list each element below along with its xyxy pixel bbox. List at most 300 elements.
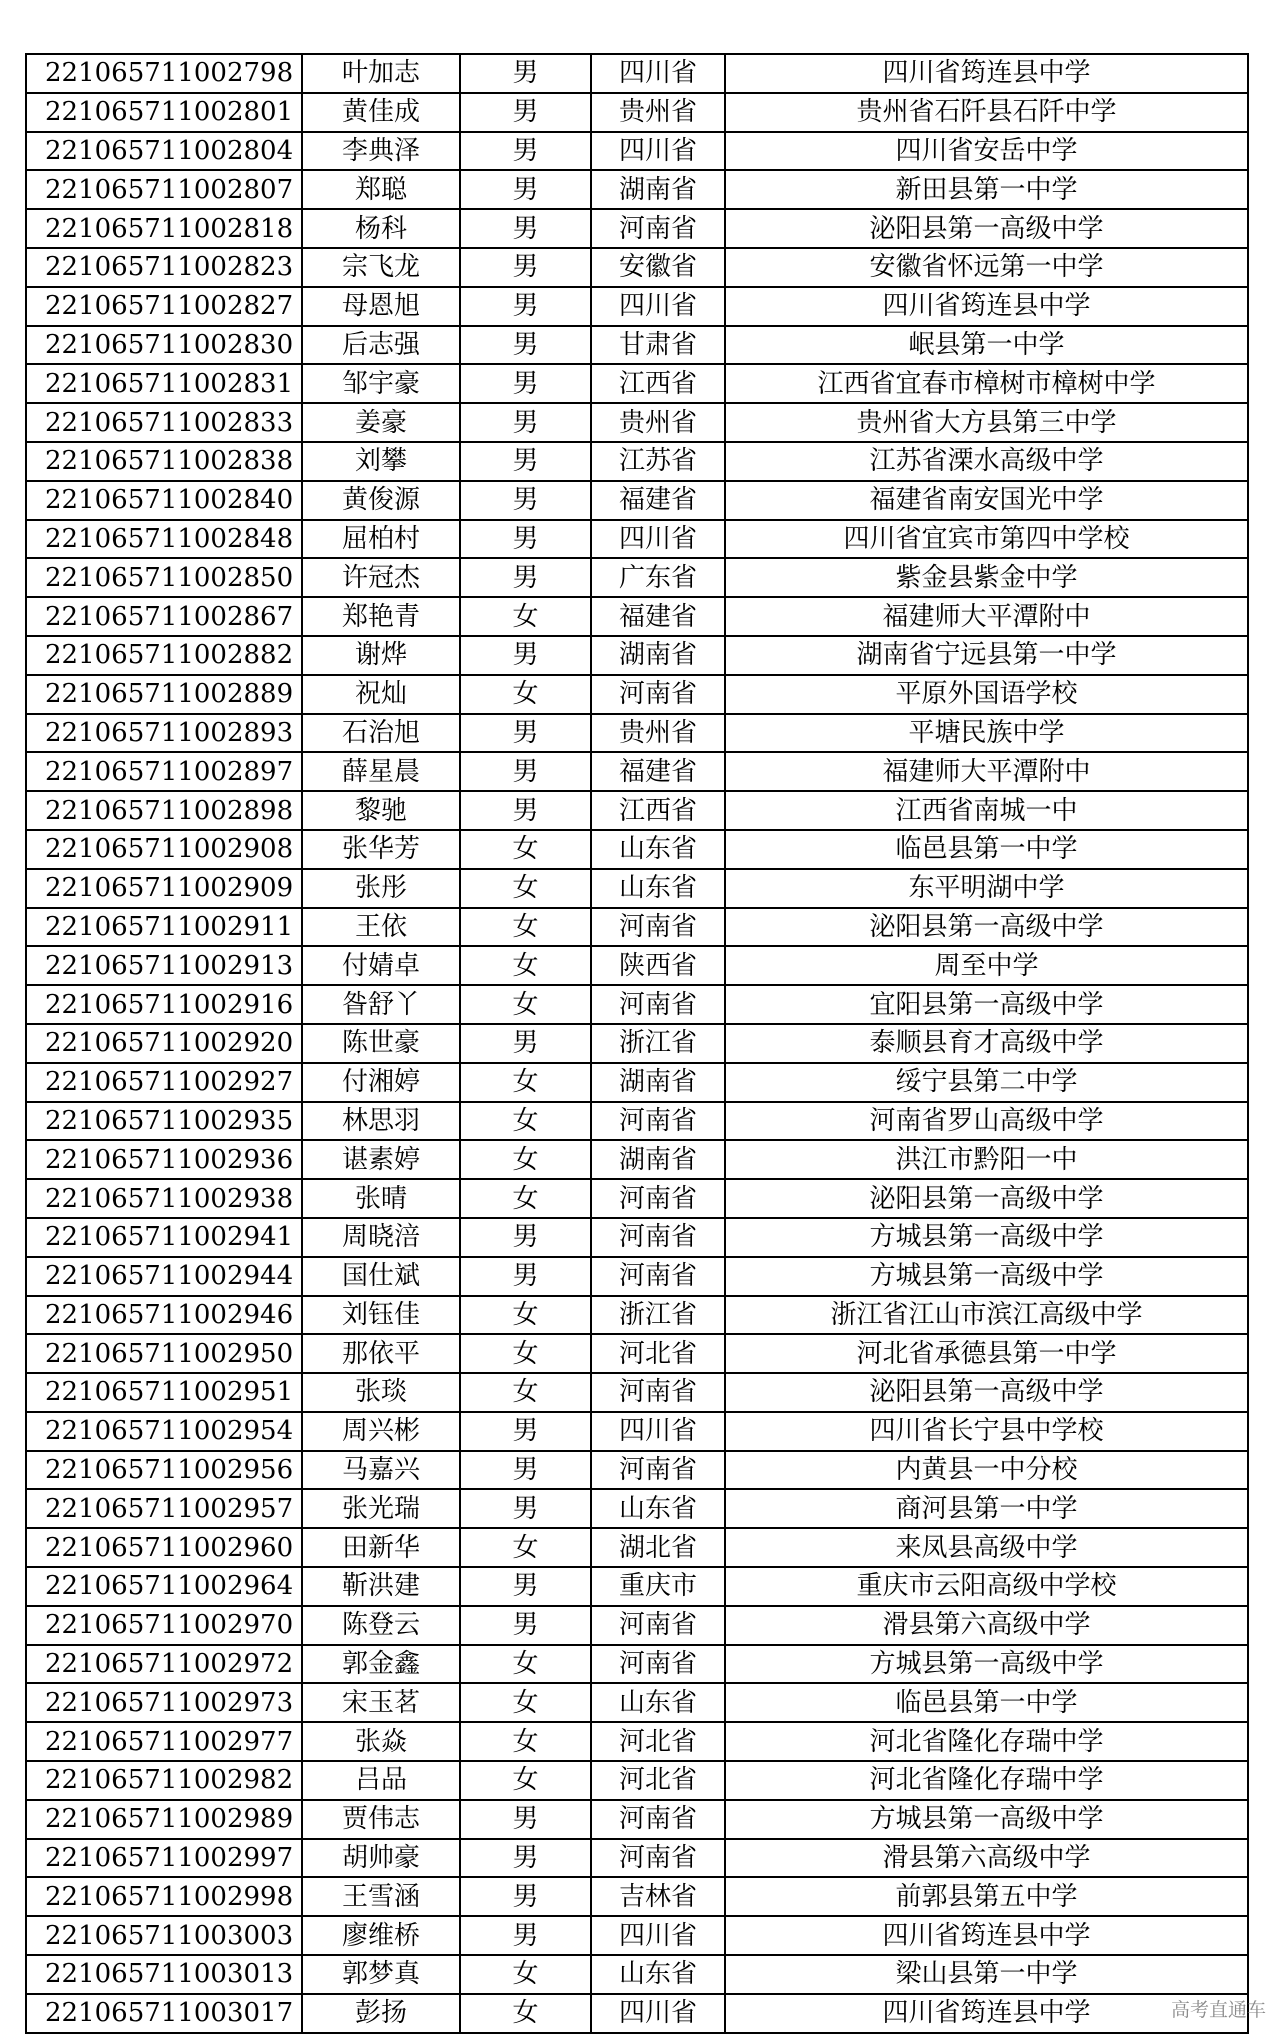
school-cell: 四川省筠连县中学 [725,1994,1248,2033]
gender-cell: 女 [460,1334,591,1373]
gender-cell: 男 [460,93,591,132]
gender-cell: 女 [460,830,591,869]
candidate-id-cell: 221065711002897 [26,752,302,791]
school-cell: 江西省南城一中 [725,791,1248,830]
candidate-id-cell: 221065711002927 [26,1063,302,1102]
gender-cell: 男 [460,1218,591,1257]
province-cell: 四川省 [591,1916,725,1955]
school-cell: 岷县第一中学 [725,326,1248,365]
table-row [26,636,1248,675]
province-cell: 江苏省 [591,442,725,481]
candidate-id-cell: 221065711002954 [26,1412,302,1451]
candidate-id-cell: 221065711002998 [26,1877,302,1916]
table-row [26,287,1248,326]
student-name-cell: 后志强 [302,326,460,365]
candidate-id-cell: 221065711002916 [26,985,302,1024]
gender-cell: 男 [460,1877,591,1916]
table-row [26,1296,1248,1335]
table-row [26,132,1248,171]
candidate-id-cell: 221065711002818 [26,209,302,248]
roster-body [26,54,1248,2033]
table-row [26,1334,1248,1373]
province-cell: 山东省 [591,1683,725,1722]
candidate-id-cell: 221065711002973 [26,1683,302,1722]
table-row [26,830,1248,869]
school-cell: 河北省隆化存瑞中学 [725,1761,1248,1800]
gender-cell: 男 [460,403,591,442]
school-cell: 方城县第一高级中学 [725,1257,1248,1296]
school-cell: 江西省宜春市樟树市樟树中学 [725,364,1248,403]
student-name-cell: 吕品 [302,1761,460,1800]
school-cell: 四川省长宁县中学校 [725,1412,1248,1451]
student-name-cell: 许冠杰 [302,558,460,597]
candidate-id-cell: 221065711002831 [26,364,302,403]
table-row [26,1800,1248,1839]
table-row [26,481,1248,520]
gender-cell: 女 [460,1373,591,1412]
gender-cell: 男 [460,1839,591,1878]
school-cell: 来凤县高级中学 [725,1528,1248,1567]
gender-cell: 男 [460,1489,591,1528]
province-cell: 吉林省 [591,1877,725,1916]
candidate-id-cell: 221065711002909 [26,869,302,908]
gender-cell: 女 [460,1645,591,1684]
table-row [26,1257,1248,1296]
student-name-cell: 刘钰佳 [302,1296,460,1335]
student-name-cell: 张光瑞 [302,1489,460,1528]
student-name-cell: 祝灿 [302,675,460,714]
table-row [26,248,1248,287]
gender-cell: 男 [460,1024,591,1063]
school-cell: 洪江市黔阳一中 [725,1140,1248,1179]
table-row [26,1024,1248,1063]
candidate-id-cell: 221065711002838 [26,442,302,481]
gender-cell: 女 [460,1955,591,1994]
table-row [26,1063,1248,1102]
school-cell: 东平明湖中学 [725,869,1248,908]
candidate-id-cell: 221065711002848 [26,520,302,559]
candidate-id-cell: 221065711002827 [26,287,302,326]
table-row [26,946,1248,985]
gender-cell: 女 [460,1296,591,1335]
candidate-id-cell: 221065711003017 [26,1994,302,2033]
student-name-cell: 刘攀 [302,442,460,481]
province-cell: 山东省 [591,869,725,908]
table-row [26,54,1248,93]
candidate-id-cell: 221065711002956 [26,1451,302,1490]
gender-cell: 男 [460,481,591,520]
province-cell: 贵州省 [591,403,725,442]
gender-cell: 男 [460,1257,591,1296]
province-cell: 河南省 [591,985,725,1024]
gender-cell: 女 [460,1722,591,1761]
school-cell: 滑县第六高级中学 [725,1839,1248,1878]
gender-cell: 女 [460,1683,591,1722]
school-cell: 平塘民族中学 [725,714,1248,753]
table-row [26,1451,1248,1490]
school-cell: 江苏省溧水高级中学 [725,442,1248,481]
gender-cell: 女 [460,1994,591,2033]
student-name-cell: 胡帅豪 [302,1839,460,1878]
school-cell: 河北省承德县第一中学 [725,1334,1248,1373]
province-cell: 广东省 [591,558,725,597]
gender-cell: 男 [460,248,591,287]
candidate-id-cell: 221065711002850 [26,558,302,597]
candidate-id-cell: 221065711002804 [26,132,302,171]
student-name-cell: 黄佳成 [302,93,460,132]
table-row [26,442,1248,481]
student-name-cell: 黄俊源 [302,481,460,520]
province-cell: 福建省 [591,752,725,791]
table-row [26,1645,1248,1684]
gender-cell: 女 [460,985,591,1024]
candidate-id-cell: 221065711002911 [26,908,302,947]
student-name-cell: 张晴 [302,1179,460,1218]
student-name-cell: 国仕斌 [302,1257,460,1296]
province-cell: 福建省 [591,481,725,520]
candidate-id-cell: 221065711002882 [26,636,302,675]
gender-cell: 男 [460,54,591,93]
student-name-cell: 张焱 [302,1722,460,1761]
school-cell: 方城县第一高级中学 [725,1800,1248,1839]
gender-cell: 男 [460,1916,591,1955]
student-name-cell: 林思羽 [302,1102,460,1141]
province-cell: 山东省 [591,830,725,869]
table-row [26,908,1248,947]
candidate-id-cell: 221065711002889 [26,675,302,714]
school-cell: 平原外国语学校 [725,675,1248,714]
table-row [26,558,1248,597]
gender-cell: 女 [460,675,591,714]
student-name-cell: 付湘婷 [302,1063,460,1102]
province-cell: 河南省 [591,1179,725,1218]
school-cell: 福建师大平潭附中 [725,597,1248,636]
student-name-cell: 郭梦真 [302,1955,460,1994]
school-cell: 梁山县第一中学 [725,1955,1248,1994]
school-cell: 临邑县第一中学 [725,830,1248,869]
school-cell: 河北省隆化存瑞中学 [725,1722,1248,1761]
gender-cell: 男 [460,714,591,753]
student-name-cell: 昝舒丫 [302,985,460,1024]
candidate-id-cell: 221065711002920 [26,1024,302,1063]
gender-cell: 男 [460,132,591,171]
candidate-id-cell: 221065711002908 [26,830,302,869]
province-cell: 河南省 [591,209,725,248]
student-name-cell: 周晓涪 [302,1218,460,1257]
province-cell: 四川省 [591,1994,725,2033]
student-name-cell: 那依平 [302,1334,460,1373]
gender-cell: 女 [460,946,591,985]
table-row [26,1916,1248,1955]
gender-cell: 男 [460,326,591,365]
province-cell: 河北省 [591,1722,725,1761]
school-cell: 泌阳县第一高级中学 [725,908,1248,947]
gender-cell: 女 [460,1140,591,1179]
table-row [26,791,1248,830]
province-cell: 河南省 [591,908,725,947]
student-name-cell: 陈登云 [302,1606,460,1645]
gender-cell: 女 [460,1528,591,1567]
table-row [26,1489,1248,1528]
candidate-id-cell: 221065711002944 [26,1257,302,1296]
table-row [26,1412,1248,1451]
school-cell: 四川省宜宾市第四中学校 [725,520,1248,559]
school-cell: 四川省筠连县中学 [725,1916,1248,1955]
table-row [26,1955,1248,1994]
province-cell: 四川省 [591,1412,725,1451]
candidate-id-cell: 221065711002970 [26,1606,302,1645]
candidate-id-cell: 221065711002950 [26,1334,302,1373]
table-row [26,1102,1248,1141]
school-cell: 泌阳县第一高级中学 [725,1373,1248,1412]
school-cell: 贵州省大方县第三中学 [725,403,1248,442]
gender-cell: 男 [460,1800,591,1839]
student-name-cell: 彭扬 [302,1994,460,2033]
table-row [26,1761,1248,1800]
student-name-cell: 张彤 [302,869,460,908]
student-name-cell: 陈世豪 [302,1024,460,1063]
student-name-cell: 邹宇豪 [302,364,460,403]
province-cell: 河南省 [591,1645,725,1684]
candidate-id-cell: 221065711002913 [26,946,302,985]
province-cell: 湖北省 [591,1528,725,1567]
gender-cell: 男 [460,442,591,481]
student-name-cell: 马嘉兴 [302,1451,460,1490]
school-cell: 滑县第六高级中学 [725,1606,1248,1645]
candidate-id-cell: 221065711002972 [26,1645,302,1684]
province-cell: 河北省 [591,1334,725,1373]
table-row [26,1994,1248,2033]
school-cell: 四川省筠连县中学 [725,287,1248,326]
student-name-cell: 叶加志 [302,54,460,93]
gender-cell: 男 [460,364,591,403]
province-cell: 江西省 [591,791,725,830]
school-cell: 河南省罗山高级中学 [725,1102,1248,1141]
table-row [26,675,1248,714]
province-cell: 四川省 [591,132,725,171]
gender-cell: 男 [460,1606,591,1645]
province-cell: 河南省 [591,1451,725,1490]
table-row [26,985,1248,1024]
student-name-cell: 宋玉茗 [302,1683,460,1722]
province-cell: 四川省 [591,520,725,559]
candidate-id-cell: 221065711002938 [26,1179,302,1218]
candidate-id-cell: 221065711002941 [26,1218,302,1257]
watermark-text: 高考直通车 [1170,1999,1266,2021]
province-cell: 福建省 [591,597,725,636]
province-cell: 河南省 [591,1373,725,1412]
province-cell: 贵州省 [591,93,725,132]
table-row [26,1218,1248,1257]
student-name-cell: 王雪涵 [302,1877,460,1916]
province-cell: 安徽省 [591,248,725,287]
table-row [26,1528,1248,1567]
table-row [26,714,1248,753]
table-row [26,1839,1248,1878]
candidate-id-cell: 221065711002830 [26,326,302,365]
roster-sheet [25,53,1247,2034]
province-cell: 四川省 [591,54,725,93]
gender-cell: 男 [460,209,591,248]
candidate-id-cell: 221065711002801 [26,93,302,132]
candidate-id-cell: 221065711003003 [26,1916,302,1955]
student-name-cell: 张琰 [302,1373,460,1412]
table-row [26,1606,1248,1645]
gender-cell: 女 [460,908,591,947]
province-cell: 湖南省 [591,1063,725,1102]
school-cell: 临邑县第一中学 [725,1683,1248,1722]
school-cell: 湖南省宁远县第一中学 [725,636,1248,675]
student-name-cell: 贾伟志 [302,1800,460,1839]
table-row [26,1140,1248,1179]
gender-cell: 女 [460,869,591,908]
gender-cell: 女 [460,1179,591,1218]
school-cell: 周至中学 [725,946,1248,985]
province-cell: 浙江省 [591,1024,725,1063]
province-cell: 湖南省 [591,636,725,675]
student-name-cell: 付婧卓 [302,946,460,985]
student-name-cell: 母恩旭 [302,287,460,326]
table-row [26,403,1248,442]
province-cell: 重庆市 [591,1567,725,1606]
school-cell: 商河县第一中学 [725,1489,1248,1528]
table-row [26,752,1248,791]
gender-cell: 女 [460,1761,591,1800]
table-row [26,1567,1248,1606]
gender-cell: 男 [460,520,591,559]
candidate-id-cell: 221065711002989 [26,1800,302,1839]
school-cell: 泌阳县第一高级中学 [725,1179,1248,1218]
student-name-cell: 王依 [302,908,460,947]
table-row [26,170,1248,209]
candidate-id-cell: 221065711002964 [26,1567,302,1606]
candidate-id-cell: 221065711002898 [26,791,302,830]
candidate-id-cell: 221065711002946 [26,1296,302,1335]
candidate-id-cell: 221065711002893 [26,714,302,753]
school-cell: 泌阳县第一高级中学 [725,209,1248,248]
student-name-cell: 薛星晨 [302,752,460,791]
province-cell: 贵州省 [591,714,725,753]
school-cell: 浙江省江山市滨江高级中学 [725,1296,1248,1335]
province-cell: 河南省 [591,1839,725,1878]
candidate-id-cell: 221065711002977 [26,1722,302,1761]
candidate-id-cell: 221065711002960 [26,1528,302,1567]
province-cell: 陕西省 [591,946,725,985]
province-cell: 湖南省 [591,170,725,209]
province-cell: 浙江省 [591,1296,725,1335]
table-row [26,1683,1248,1722]
school-cell: 内黄县一中分校 [725,1451,1248,1490]
table-row [26,364,1248,403]
school-cell: 方城县第一高级中学 [725,1645,1248,1684]
province-cell: 湖南省 [591,1140,725,1179]
gender-cell: 男 [460,791,591,830]
table-row [26,869,1248,908]
table-row [26,1722,1248,1761]
school-cell: 宜阳县第一高级中学 [725,985,1248,1024]
student-name-cell: 李典泽 [302,132,460,171]
candidate-id-cell: 221065711002798 [26,54,302,93]
candidate-id-cell: 221065711002867 [26,597,302,636]
table-row [26,326,1248,365]
gender-cell: 男 [460,1567,591,1606]
province-cell: 江西省 [591,364,725,403]
gender-cell: 女 [460,1063,591,1102]
candidate-id-cell: 221065711002840 [26,481,302,520]
school-cell: 安徽省怀远第一中学 [725,248,1248,287]
gender-cell: 女 [460,597,591,636]
student-name-cell: 廖维桥 [302,1916,460,1955]
candidate-id-cell: 221065711002833 [26,403,302,442]
school-cell: 新田县第一中学 [725,170,1248,209]
school-cell: 紫金县紫金中学 [725,558,1248,597]
roster-table [25,53,1249,2034]
table-row [26,597,1248,636]
gender-cell: 男 [460,287,591,326]
candidate-id-cell: 221065711002936 [26,1140,302,1179]
province-cell: 山东省 [591,1489,725,1528]
candidate-id-cell: 221065711002935 [26,1102,302,1141]
student-name-cell: 谌素婷 [302,1140,460,1179]
candidate-id-cell: 221065711002807 [26,170,302,209]
province-cell: 河南省 [591,1218,725,1257]
gender-cell: 女 [460,1102,591,1141]
school-cell: 重庆市云阳高级中学校 [725,1567,1248,1606]
province-cell: 甘肃省 [591,326,725,365]
student-name-cell: 姜豪 [302,403,460,442]
candidate-id-cell: 221065711002951 [26,1373,302,1412]
province-cell: 河北省 [591,1761,725,1800]
province-cell: 河南省 [591,675,725,714]
gender-cell: 男 [460,636,591,675]
province-cell: 河南省 [591,1102,725,1141]
student-name-cell: 杨科 [302,209,460,248]
student-name-cell: 石治旭 [302,714,460,753]
school-cell: 绥宁县第二中学 [725,1063,1248,1102]
table-row [26,209,1248,248]
student-name-cell: 郑聪 [302,170,460,209]
gender-cell: 男 [460,752,591,791]
candidate-id-cell: 221065711003013 [26,1955,302,1994]
province-cell: 四川省 [591,287,725,326]
school-cell: 前郭县第五中学 [725,1877,1248,1916]
student-name-cell: 屈柏村 [302,520,460,559]
student-name-cell: 谢烨 [302,636,460,675]
student-name-cell: 黎驰 [302,791,460,830]
school-cell: 方城县第一高级中学 [725,1218,1248,1257]
school-cell: 福建省南安国光中学 [725,481,1248,520]
table-row [26,1179,1248,1218]
school-cell: 贵州省石阡县石阡中学 [725,93,1248,132]
school-cell: 泰顺县育才高级中学 [725,1024,1248,1063]
student-name-cell: 张华芳 [302,830,460,869]
school-cell: 福建师大平潭附中 [725,752,1248,791]
province-cell: 河南省 [591,1800,725,1839]
school-cell: 四川省安岳中学 [725,132,1248,171]
candidate-id-cell: 221065711002823 [26,248,302,287]
school-cell: 四川省筠连县中学 [725,54,1248,93]
table-row [26,93,1248,132]
table-row [26,1373,1248,1412]
candidate-id-cell: 221065711002982 [26,1761,302,1800]
student-name-cell: 靳洪建 [302,1567,460,1606]
table-row [26,1877,1248,1916]
gender-cell: 男 [460,1412,591,1451]
student-name-cell: 宗飞龙 [302,248,460,287]
candidate-id-cell: 221065711002957 [26,1489,302,1528]
table-row [26,520,1248,559]
gender-cell: 男 [460,558,591,597]
